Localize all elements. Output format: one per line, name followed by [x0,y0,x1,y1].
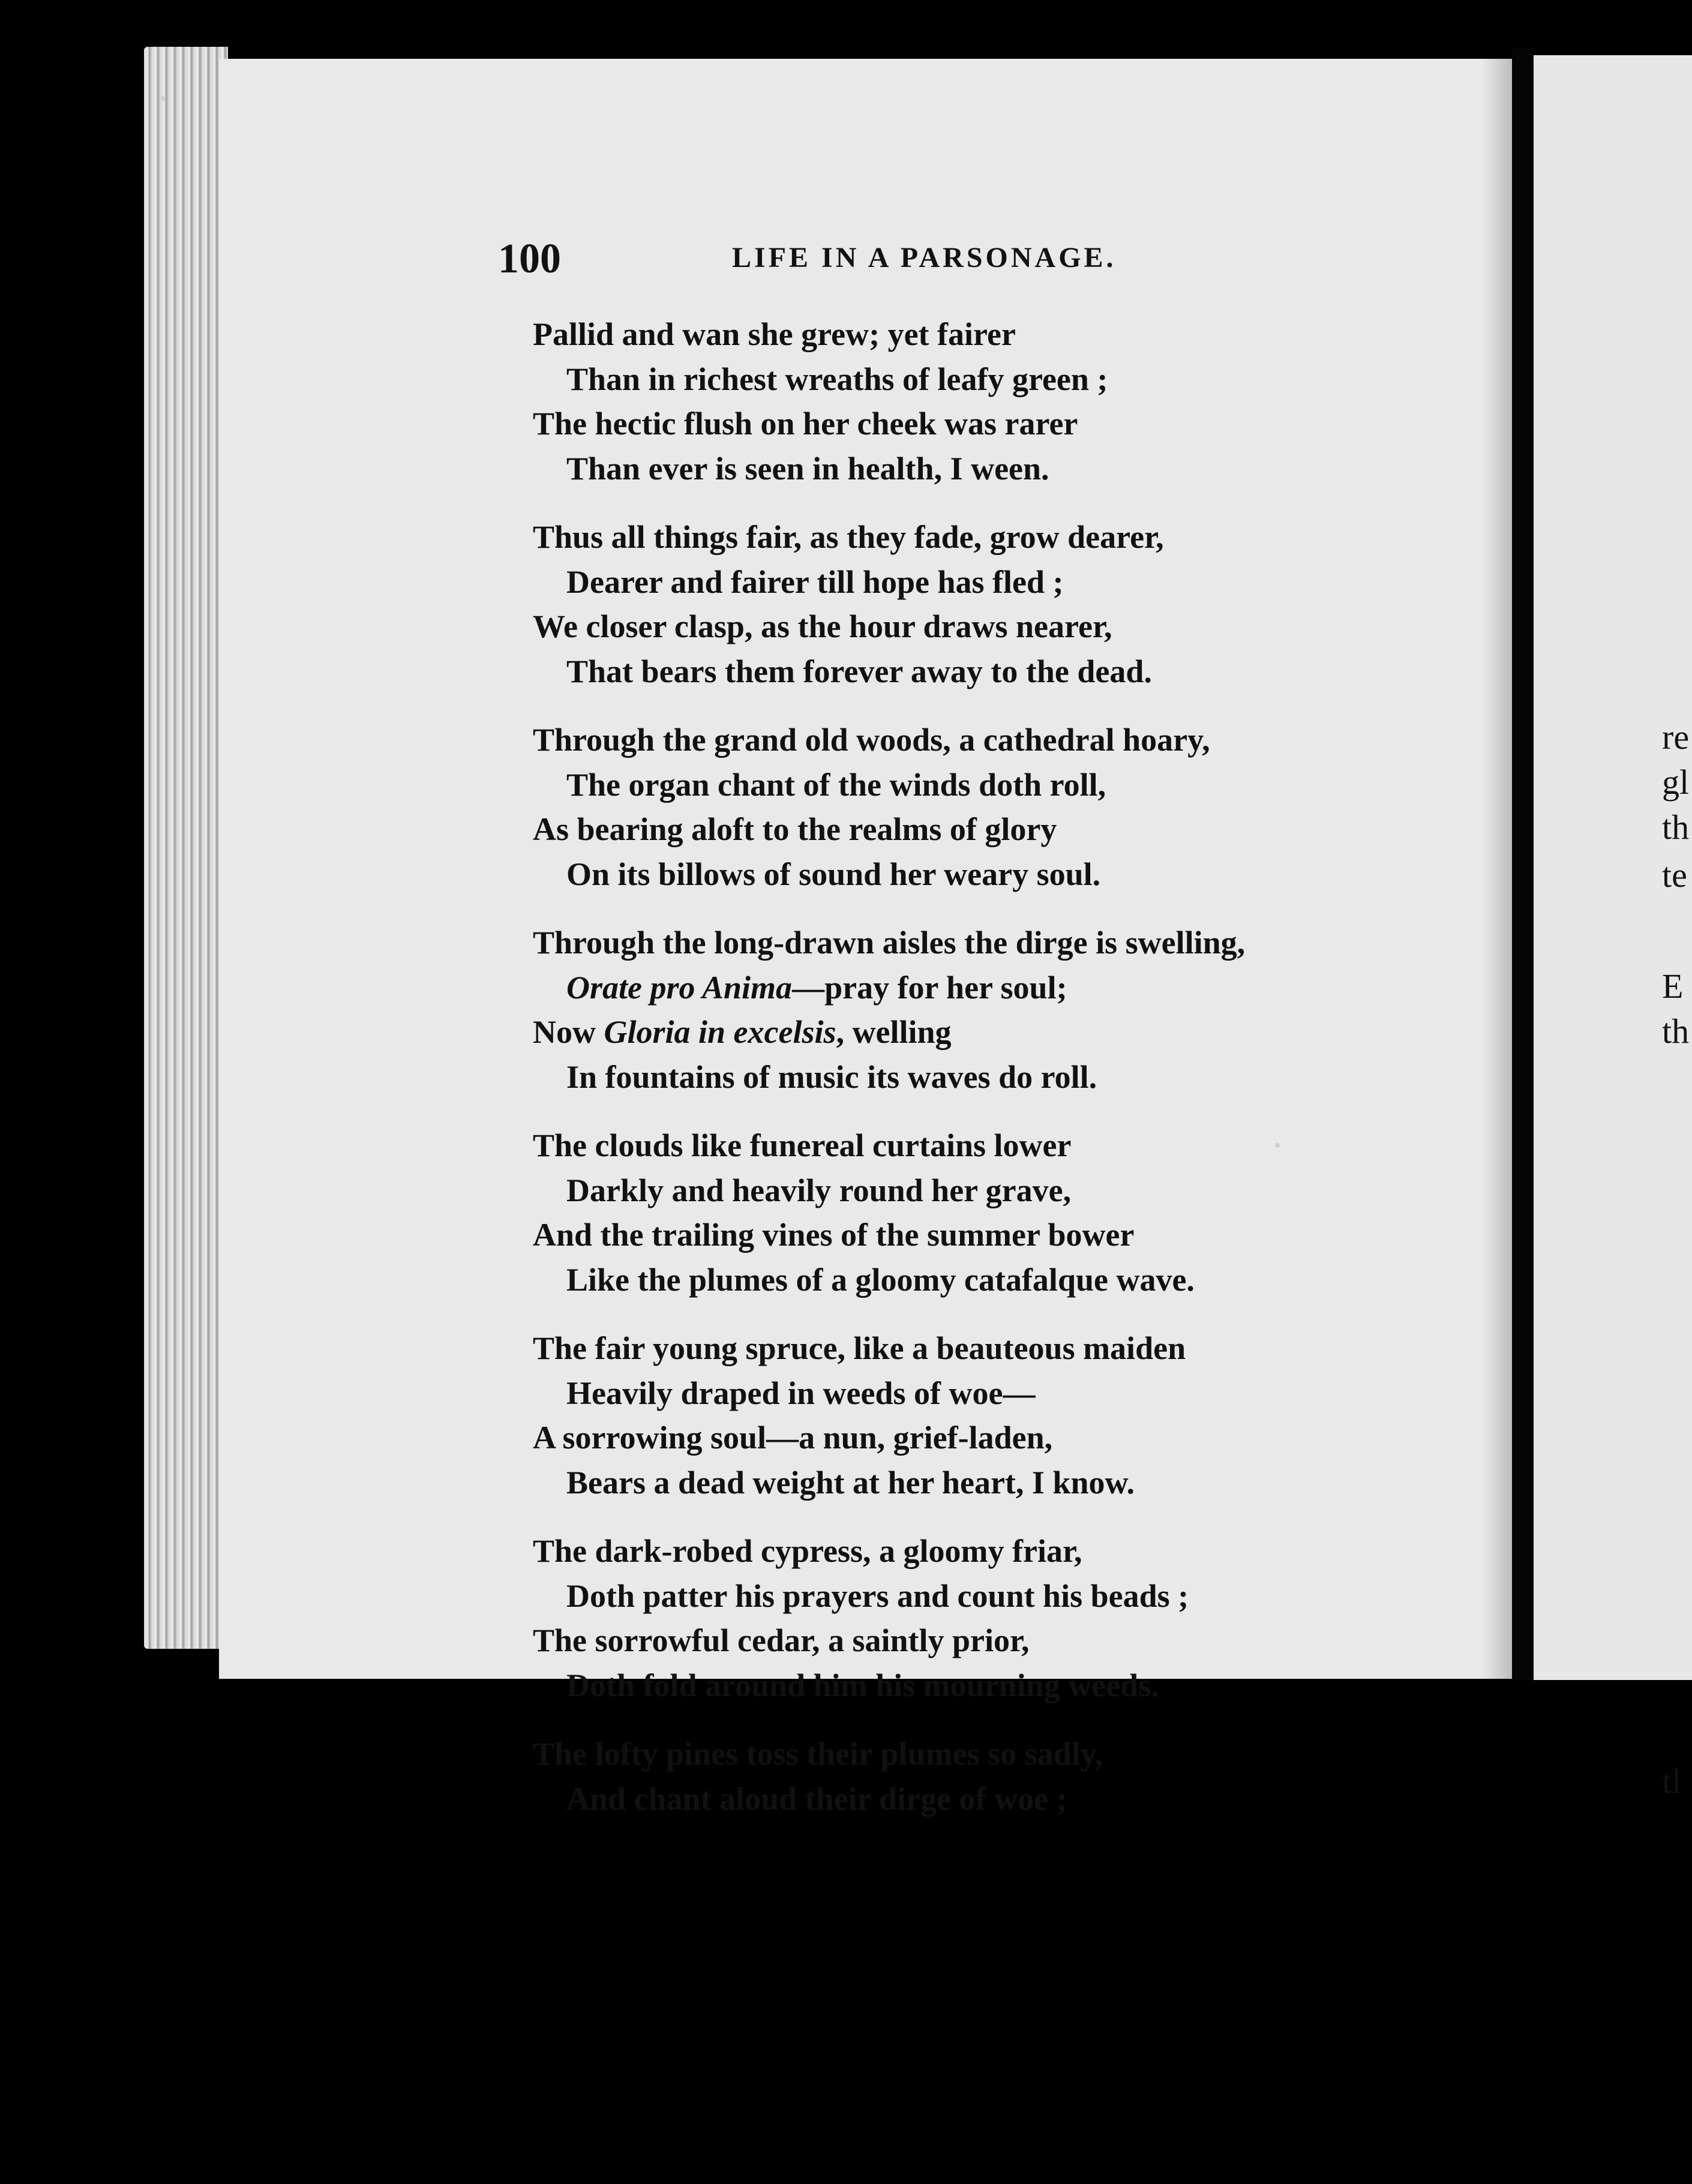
line-text: The organ chant of the winds doth roll, [566,766,1106,803]
poem-line [533,1213,1433,1258]
poem-line [533,1574,1433,1619]
line-text: , welling [836,1014,952,1050]
stanza [533,515,1433,694]
stanza [533,312,1433,491]
poem-line [533,1777,1433,1822]
spine-shadow [1482,59,1512,1679]
line-text: Thus all things fair, as they fade, grow dearer, [533,519,1164,555]
poem-line [533,604,1433,649]
book-gutter [1512,48,1534,1680]
line-text: The fair young spruce, like a beauteous maiden [533,1330,1186,1366]
line-text: That bears them forever away to the dead. [566,653,1152,689]
page-number: 100 [498,236,561,282]
facing-page-fragment: th [1662,1012,1690,1051]
scan-speck [161,96,166,101]
latin-phrase: Orate pro Anima [566,969,793,1006]
running-title: LIFE IN A PARSONAGE. [732,242,1117,274]
line-text: Than in richest wreaths of leafy green ; [566,361,1108,397]
line-text: And the trailing vines of the summer bower [533,1217,1135,1253]
facing-page-fragment: tl [1662,1762,1682,1801]
line-text: Than ever is seen in health, I ween. [566,450,1049,487]
latin-phrase: Gloria in excelsis [604,1014,836,1050]
line-text: The lofty pines toss their plumes so sadly, [533,1736,1103,1772]
poem-line [533,1460,1433,1505]
line-text: We closer clasp, as the hour draws nearer, [533,608,1112,644]
poem-line [533,401,1433,446]
poem-line [533,1415,1433,1460]
poem-line [533,312,1433,357]
line-text: In fountains of music its waves do roll. [566,1058,1097,1095]
line-text: The hectic flush on her cheek was rarer [533,406,1078,442]
line-text: The sorrowful cedar, a saintly prior, [533,1622,1030,1658]
poem-line [533,515,1433,560]
poem-line [533,1663,1433,1708]
line-text: A sorrowing soul—a nun, grief-laden, [533,1420,1053,1456]
poem-line [533,920,1433,965]
facing-page-fragment: re [1662,718,1690,757]
stanza [533,920,1433,1099]
stanza [533,1529,1433,1708]
poem-line [533,763,1433,808]
line-text: And chant aloud their dirge of woe ; [566,1780,1067,1817]
page-edges [144,47,228,1649]
stanza [533,1326,1433,1505]
poem-line [533,446,1433,491]
stanza [533,1123,1433,1302]
line-text: —pray for her soul; [792,969,1067,1006]
stanza [533,1732,1433,1821]
line-text: Now [533,1014,604,1050]
poem-line [533,852,1433,897]
line-text: Through the grand old woods, a cathedral hoary, [533,722,1210,758]
poem-line [533,1326,1433,1371]
poem-line [533,1258,1433,1303]
poem [533,312,1433,1845]
poem-line [533,1123,1433,1168]
stanza [533,718,1433,896]
line-text: Pallid and wan she grew; yet fairer [533,316,1016,352]
running-head [498,235,1278,283]
poem-line [533,807,1433,852]
poem-line [533,1055,1433,1100]
poem-line [533,1168,1433,1213]
line-text: The clouds like funereal curtains lower [533,1127,1072,1163]
poem-line [533,1010,1433,1055]
line-text: Through the long-drawn aisles the dirge is swelling, [533,925,1246,961]
line-text: Dearer and fairer till hope has fled ; [566,563,1064,600]
poem-line [533,560,1433,605]
poem-line [533,1371,1433,1416]
facing-page-fragment: gl [1662,763,1690,802]
facing-page-fragment: te [1662,856,1687,895]
line-text: As bearing aloft to the realms of glory [533,811,1057,847]
line-text: Bears a dead weight at her heart, I know. [566,1464,1135,1501]
poem-line [533,649,1433,694]
line-text: Darkly and heavily round her grave, [566,1172,1072,1208]
poem-line [533,718,1433,763]
facing-page-fragment: th [1662,808,1690,847]
poem-line [533,965,1433,1010]
facing-page-fragment: E [1662,967,1684,1006]
line-text: Doth fold around him his mourning weeds. [566,1667,1159,1703]
poem-line [533,1529,1433,1574]
line-text: Heavily draped in weeds of woe— [566,1375,1036,1411]
line-text: Doth patter his prayers and count his beads ; [566,1577,1189,1614]
line-text: On its billows of sound her weary soul. [566,856,1101,892]
line-text: The dark-robed cypress, a gloomy friar, [533,1533,1082,1569]
poem-line [533,1732,1433,1777]
poem-line [533,1618,1433,1663]
poem-line [533,357,1433,402]
line-text: Like the plumes of a gloomy catafalque wave. [566,1261,1195,1298]
